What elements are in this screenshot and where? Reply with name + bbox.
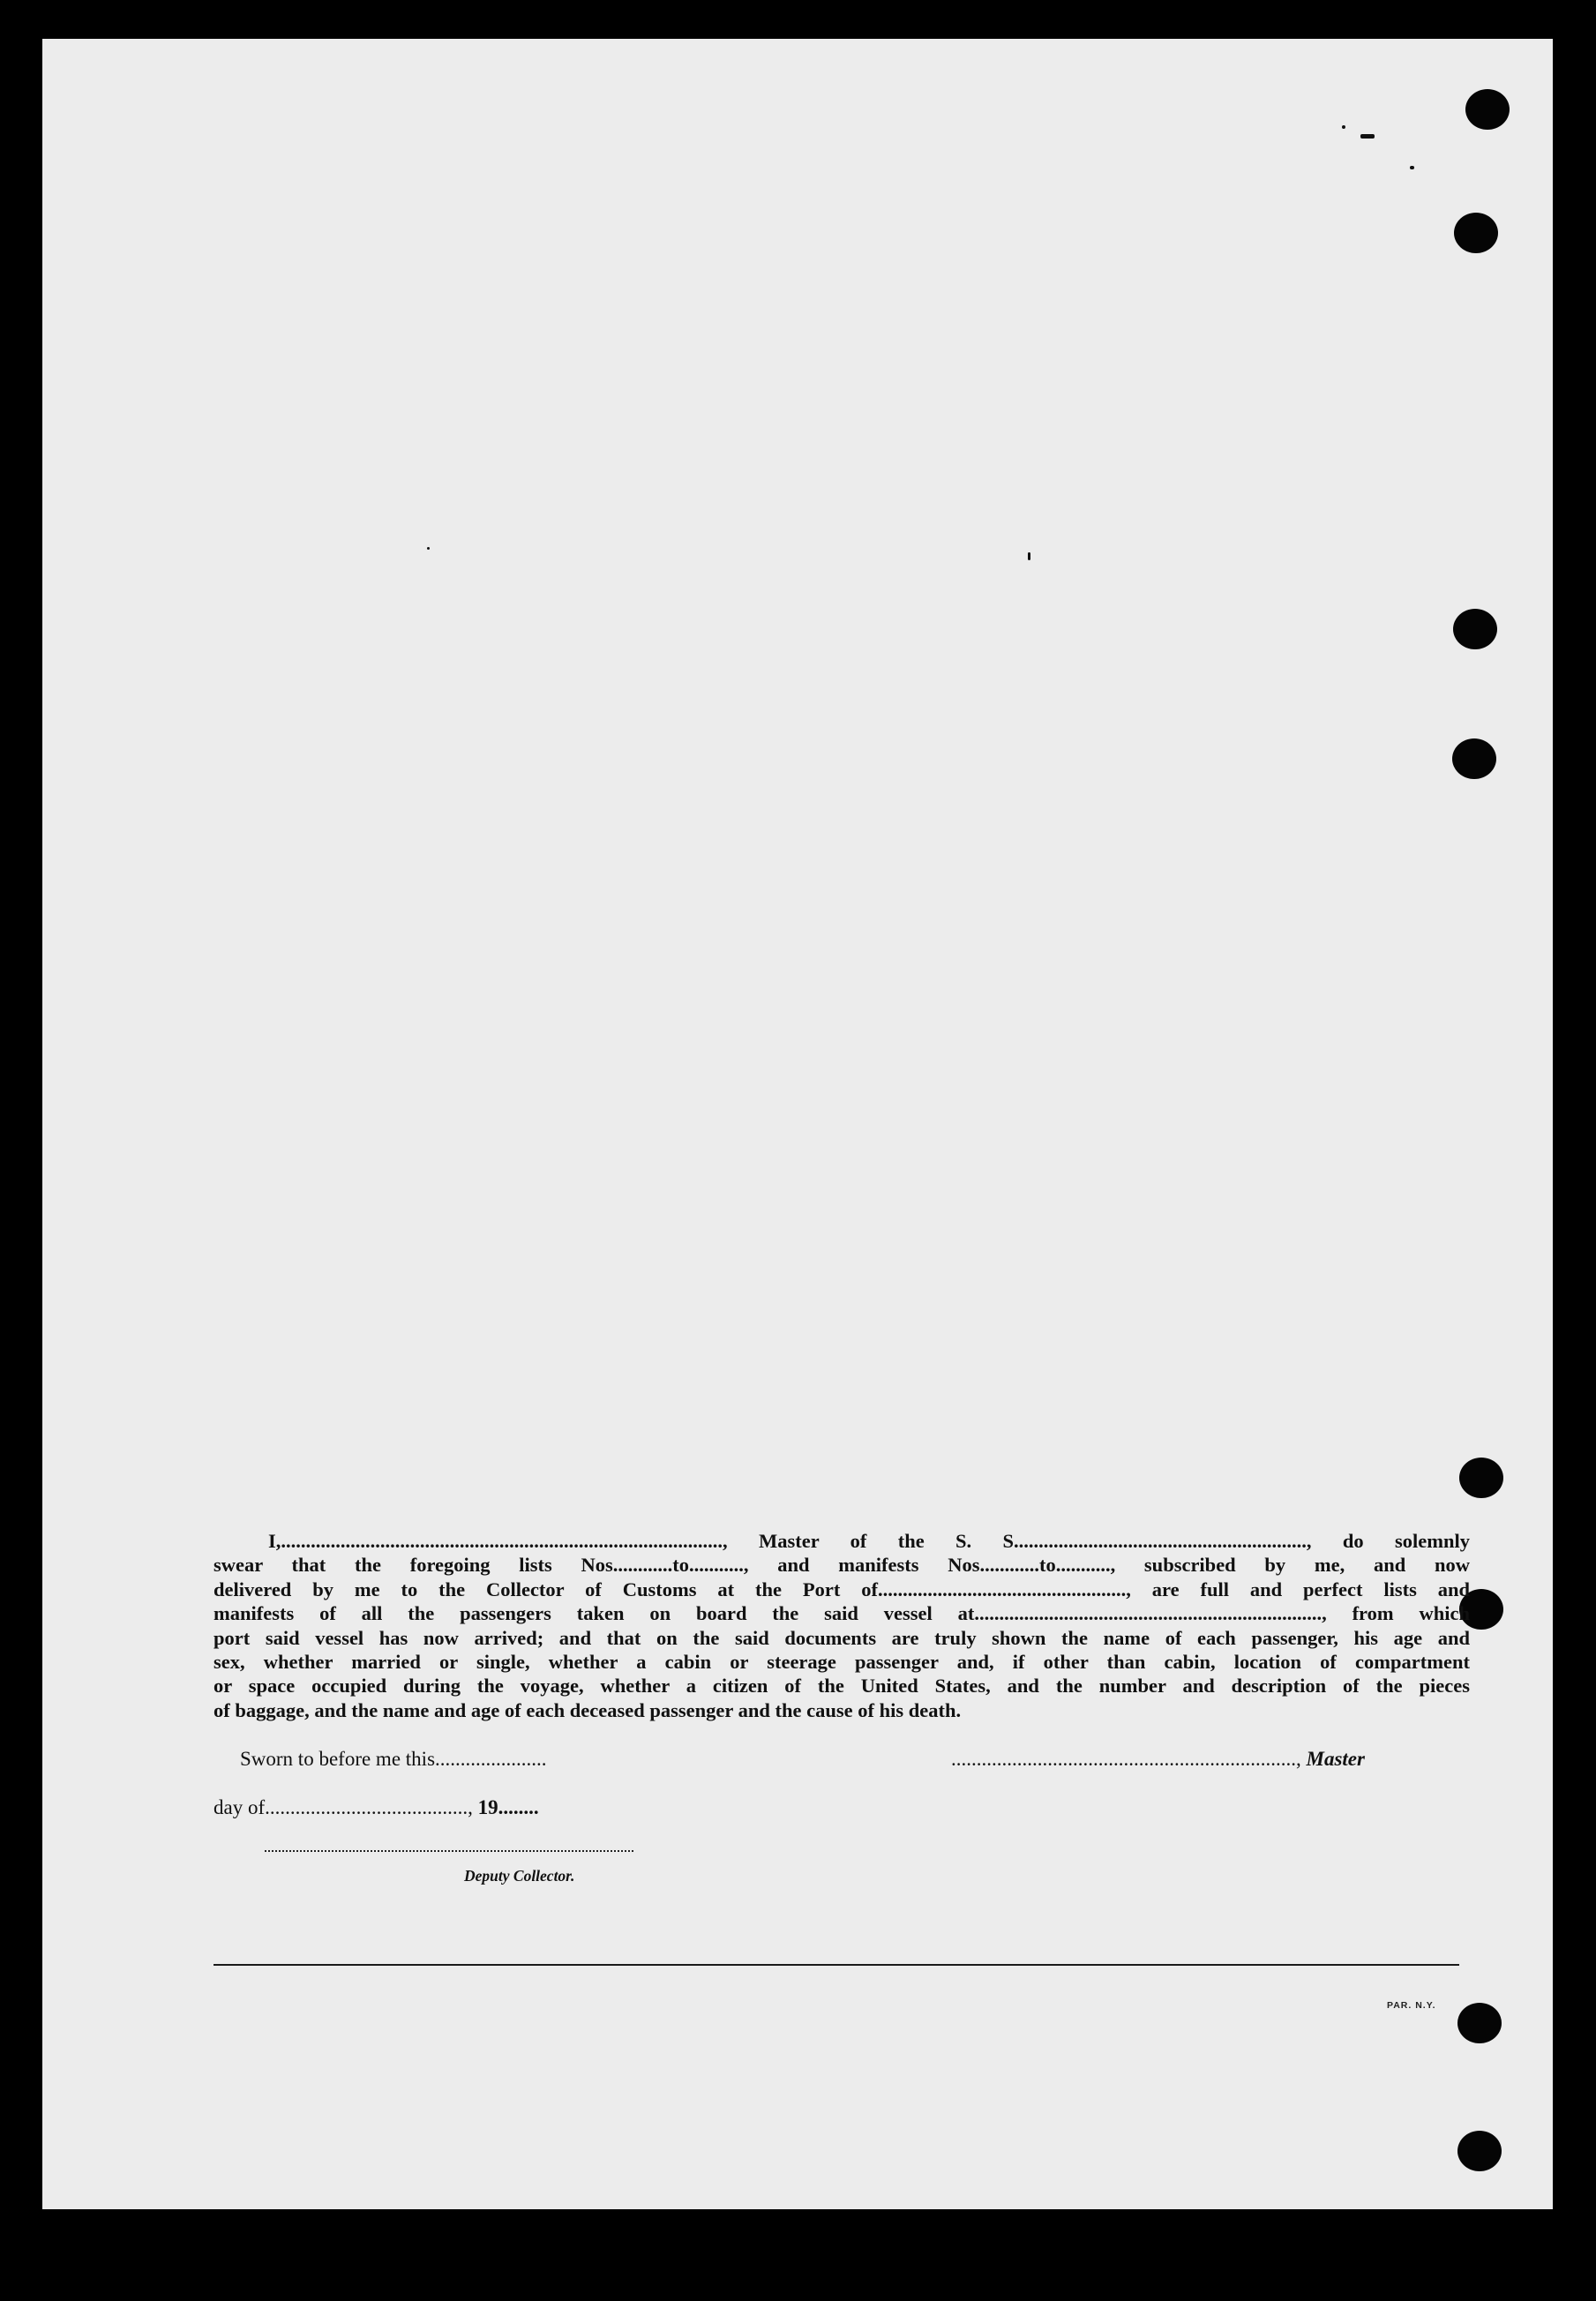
master-signature-field: ...................................................................., Master	[951, 1748, 1365, 1770]
ink-speck	[1028, 552, 1030, 560]
punch-hole-3	[1453, 609, 1497, 649]
oath-line: I,........................................................................................., Master of the S. S..........................................................., do solemnly	[268, 1530, 1470, 1552]
ink-speck	[427, 547, 430, 550]
ink-speck	[1410, 166, 1414, 169]
punch-hole-4	[1452, 738, 1496, 779]
oath-line: port said vessel has now arrived; and that on the said documents are truly shown the name of each passenger, his age and	[214, 1626, 1470, 1649]
horizontal-rule	[214, 1964, 1459, 1966]
oath-line: manifests of all the passengers taken on board the said vessel at......................................................................, from which	[214, 1602, 1470, 1625]
oath-line: sex, whether married or single, whether a cabin or steerage passenger and, if other than cabin, location of compartment	[214, 1651, 1470, 1674]
deputy-signature-line	[265, 1850, 633, 1852]
master-title: Master	[1306, 1748, 1365, 1770]
manifest-page	[42, 39, 1553, 2209]
punch-hole-7	[1457, 2003, 1502, 2043]
punch-hole-5	[1459, 1458, 1503, 1498]
year-field: 19........	[477, 1796, 539, 1818]
sworn-before-field: Sworn to before me this......................	[240, 1748, 547, 1770]
punch-hole-1	[1465, 89, 1510, 130]
day-of-field	[214, 1796, 539, 1819]
oath-line: delivered by me to the Collector of Customs at the Port of.................................................., are full and perfect lists and	[214, 1578, 1470, 1600]
oath-line: of baggage, and the name and age of each deceased passenger and the cause of his death.	[214, 1698, 962, 1721]
ink-speck	[1360, 134, 1375, 139]
master-signature-line: ....................................................................	[951, 1748, 1296, 1770]
oath-line: or space occupied during the voyage, whether a citizen of the United States, and the number and description of the pieces	[214, 1675, 1470, 1698]
punch-hole-2	[1454, 213, 1498, 253]
day-of-text: day of........................................,	[214, 1796, 473, 1818]
ink-speck	[1342, 125, 1345, 129]
punch-hole-8	[1457, 2131, 1502, 2171]
deputy-collector-label: Deputy Collector.	[464, 1867, 575, 1885]
printer-mark: PAR. N.Y.	[1387, 2000, 1436, 2011]
oath-paragraph	[214, 1529, 1470, 1722]
oath-line: swear that the foregoing lists Nos............to..........., and manifests Nos............to..........., subscribed by me, and now	[214, 1554, 1470, 1577]
